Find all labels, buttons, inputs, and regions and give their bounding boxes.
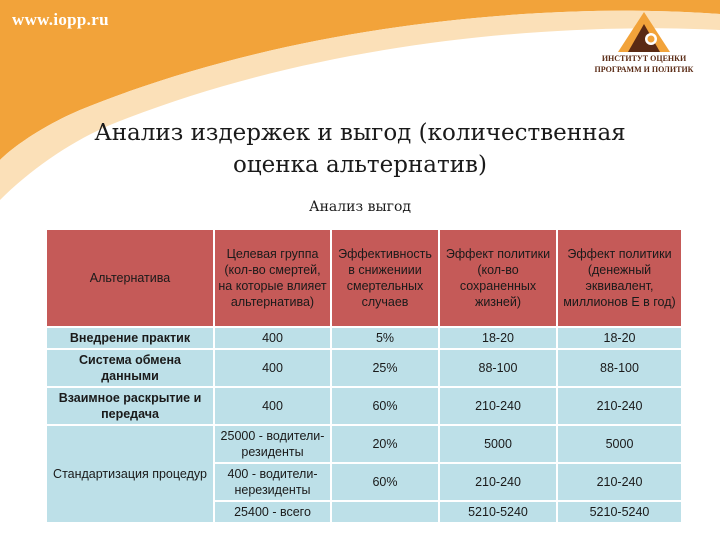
header-effectiveness: Эффективность в снижениии смертельных случаев <box>331 229 439 327</box>
cell-target-group: 400 <box>214 349 331 387</box>
logo-text-line1: ИНСТИТУТ ОЦЕНКИ <box>601 54 687 63</box>
header-monetary-effect: Эффект политики (денежный эквивалент, миллионов Е в год) <box>557 229 682 327</box>
cell-monetary-effect: 5210-5240 <box>557 501 682 523</box>
table-row <box>46 327 682 349</box>
title-line-2: оценка альтернатив) <box>233 152 487 178</box>
cell-effectiveness: 60% <box>331 463 439 501</box>
site-url[interactable]: www.iopp.ru <box>12 10 109 29</box>
cell-lives-saved: 88-100 <box>439 349 557 387</box>
benefits-table <box>45 228 683 524</box>
header-target-group: Целевая группа (кол-во смертей, на которые влияет альтернатива) <box>214 229 331 327</box>
table-header-row <box>46 229 682 327</box>
cell-effectiveness: 60% <box>331 387 439 425</box>
header-lives-saved: Эффект политики (кол-во сохраненных жизней) <box>439 229 557 327</box>
institute-logo <box>578 12 710 82</box>
cell-effectiveness: 20% <box>331 425 439 463</box>
table-row <box>46 425 682 463</box>
cell-alternative-group: Стандартизация процедур <box>46 425 214 523</box>
cell-target-group: 25400 - всего <box>214 501 331 523</box>
title-line-1: Анализ издержек и выгод (количественная <box>94 120 626 146</box>
cell-lives-saved: 5210-5240 <box>439 501 557 523</box>
table-caption: Анализ выгод <box>309 199 411 215</box>
logo-text-line2: ПРОГРАММ И ПОЛИТИК <box>594 65 694 74</box>
slide-title <box>0 117 720 181</box>
cell-target-group: 400 <box>214 387 331 425</box>
cell-lives-saved: 210-240 <box>439 463 557 501</box>
cell-effectiveness: 25% <box>331 349 439 387</box>
table-row <box>46 387 682 425</box>
cell-lives-saved: 210-240 <box>439 387 557 425</box>
cell-monetary-effect: 210-240 <box>557 463 682 501</box>
cell-effectiveness: 5% <box>331 327 439 349</box>
cell-lives-saved: 18-20 <box>439 327 557 349</box>
cell-target-group: 400 <box>214 327 331 349</box>
cell-monetary-effect: 210-240 <box>557 387 682 425</box>
cell-target-group: 25000 - водители-резиденты <box>214 425 331 463</box>
cell-target-group: 400 - водители-нерезиденты <box>214 463 331 501</box>
cell-alternative: Взаимное раскрытие и передача <box>46 387 214 425</box>
table-row <box>46 349 682 387</box>
cell-monetary-effect: 18-20 <box>557 327 682 349</box>
logo-triangle-icon <box>618 12 670 52</box>
cell-lives-saved: 5000 <box>439 425 557 463</box>
cell-alternative: Система обмена данными <box>46 349 214 387</box>
cell-monetary-effect: 88-100 <box>557 349 682 387</box>
cell-monetary-effect: 5000 <box>557 425 682 463</box>
header-alternative: Альтернатива <box>46 229 214 327</box>
cell-effectiveness <box>331 501 439 523</box>
cell-alternative: Внедрение практик <box>46 327 214 349</box>
